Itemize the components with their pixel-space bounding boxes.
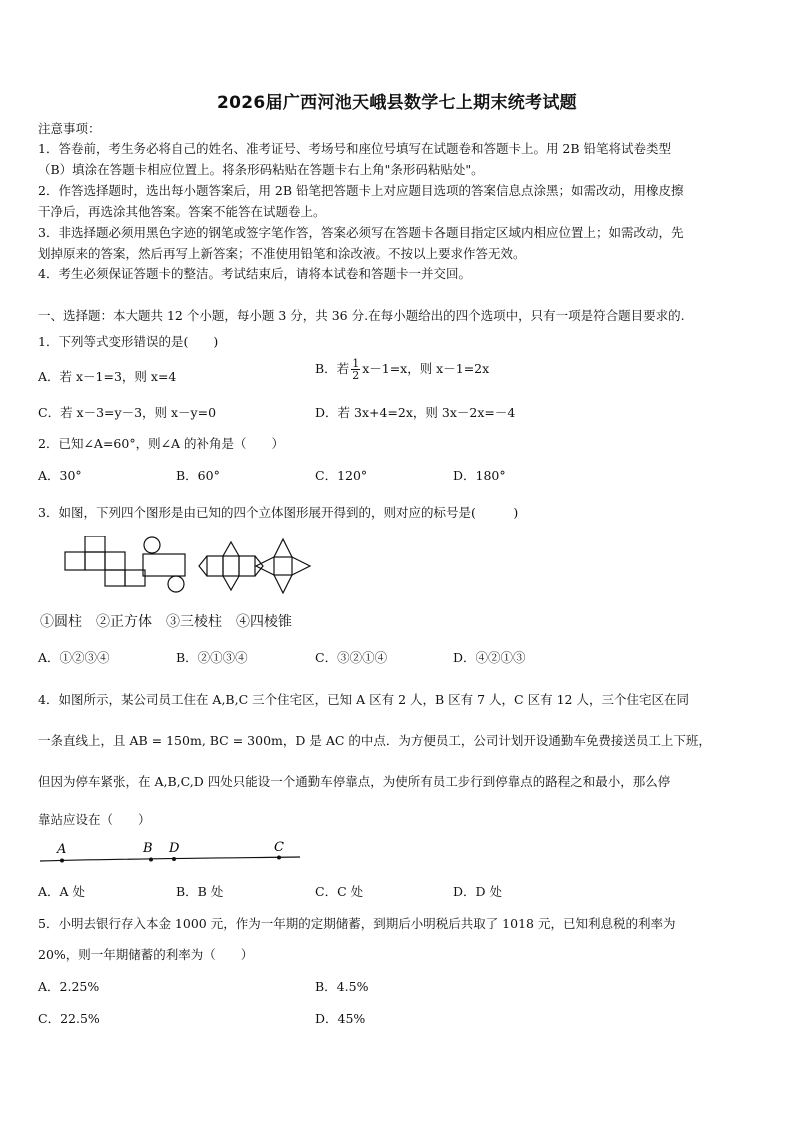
q3-option-c: C．③②①④ [315,650,388,665]
question-4-line: 但因为停车紧张，在 A,B,C,D 四处只能设一个通勤车停靠点，为使所有员工步行到停靠点的路程之和最小，那么停 [38,774,671,789]
prism-net-figure [199,542,263,590]
notice-line: 划掉原来的答案，然后再写上新答案；不准使用铅笔和涂改液。不按以上要求作答无效。 [38,246,526,261]
cube-net-figure [65,536,145,586]
q2-option-a: A．30° [38,468,82,483]
q2-option-c: C．120° [315,468,368,483]
question-2-stem: 2．已知∠A=60°，则∠A 的补角是（ ） [38,436,285,451]
point-a-label: A [57,842,67,857]
notice-line: 2．作答选择题时，选出每小题答案后，用 2B 铅笔把答题卡上对应题目选项的答案信息点涂黑；如需改动，用橡皮擦 [38,183,684,198]
q1-option-b-prefix: B．若 [315,361,350,376]
q4-option-d: D．D 处 [453,884,503,899]
q5-option-d: D．45% [315,1011,366,1026]
notice-line: 1．答卷前，考生务必将自己的姓名、准考证号、考场号和座位号填写在试题卷和答题卡上。用 2B 铅笔将试卷类型 [38,141,672,156]
question-5-line: 5．小明去银行存入本金 1000 元，作为一年期的定期储蓄，到期后小明税后共取了 1018 元，已知利息税的利率为 [38,916,676,931]
point-c-dot [277,856,281,860]
q5-option-b: B．4.5% [315,979,369,994]
q1-option-b [315,358,489,381]
fraction-denominator: 2 [352,369,360,382]
section-heading: 一、选择题：本大题共 12 个小题，每小题 3 分，共 36 分.在每小题给出的四个选项中，只有一项是符合题目要求的. [38,308,685,323]
notice-heading: 注意事项： [38,121,101,136]
point-d-label: D [169,841,180,856]
question-5-line: 20%，则一年期储蓄的利率为（ ） [38,947,254,962]
q1-option-a: A．若 x－1=3，则 x=4 [38,369,177,384]
notice-line: 干净后，再选涂其他答案。答案不能答在试题卷上。 [38,204,326,219]
q3-solids-list: ①圆柱 ②正方体 ③三棱柱 ④四棱锥 [40,614,292,630]
q1-option-b-suffix: x－1=x，则 x－1=2x [362,361,490,376]
q2-option-b: B．60° [176,468,220,483]
point-d-dot [172,857,176,861]
q3-option-b: B．②①③④ [176,650,248,665]
question-4-line: 靠站应设在（ ） [38,812,151,827]
fraction-numerator: 1 [352,357,360,370]
notice-line: 4．考生必须保证答题卡的整洁。考试结束后，请将本试卷和答题卡一并交回。 [38,266,471,281]
q1-option-d: D．若 3x+4=2x，则 3x－2x=－4 [315,405,516,420]
point-c-label: C [274,840,284,855]
question-3-stem: 3．如图，下列四个图形是由已知的四个立体图形展开得到的，则对应的标号是( ) [38,505,519,520]
point-a-dot [60,859,64,863]
notice-line: （B）填涂在答题卡相应位置上。将条形码粘贴在答题卡右上角"条形码粘贴处"。 [38,162,484,177]
question-4-line: 一条直线上，且 AB = 150m, BC = 300m，D 是 AC 的中点．为方便员工，公司计划开设通勤车免费接送员工上下班， [38,733,711,748]
q2-option-d: D．180° [453,468,506,483]
fraction [351,358,360,381]
q4-option-c: C．C 处 [315,884,364,899]
pyramid-net-figure [256,539,310,593]
cylinder-net-figure [143,537,185,592]
point-b-dot [149,858,153,862]
number-line-figure [38,838,303,868]
point-b-label: B [143,841,153,856]
question-1-stem: 1．下列等式变形错误的是( ) [38,334,219,349]
notice-line: 3．非选择题必须用黑色字迹的钢笔或签字笔作答，答案必须写在答题卡各题目指定区域内相应位置上；如需改动，先 [38,225,684,240]
q5-option-a: A．2.25% [38,979,100,994]
page-title: 2026届广西河池天峨县数学七上期末统考试题 [217,93,577,113]
q3-option-d: D．④②①③ [453,650,526,665]
q4-option-b: B．B 处 [176,884,224,899]
question-4-line: 4．如图所示，某公司员工住在 A,B,C 三个住宅区，已知 A 区有 2 人，B 区有 7 人，C 区有 12 人，三个住宅区在同 [38,692,689,707]
q4-option-a: A．A 处 [38,884,86,899]
q1-option-c: C．若 x－3=y－3，则 x－y=0 [38,405,217,420]
q3-option-a: A．①②③④ [38,650,110,665]
net-figures [55,536,315,594]
q5-option-c: C．22.5% [38,1011,100,1026]
